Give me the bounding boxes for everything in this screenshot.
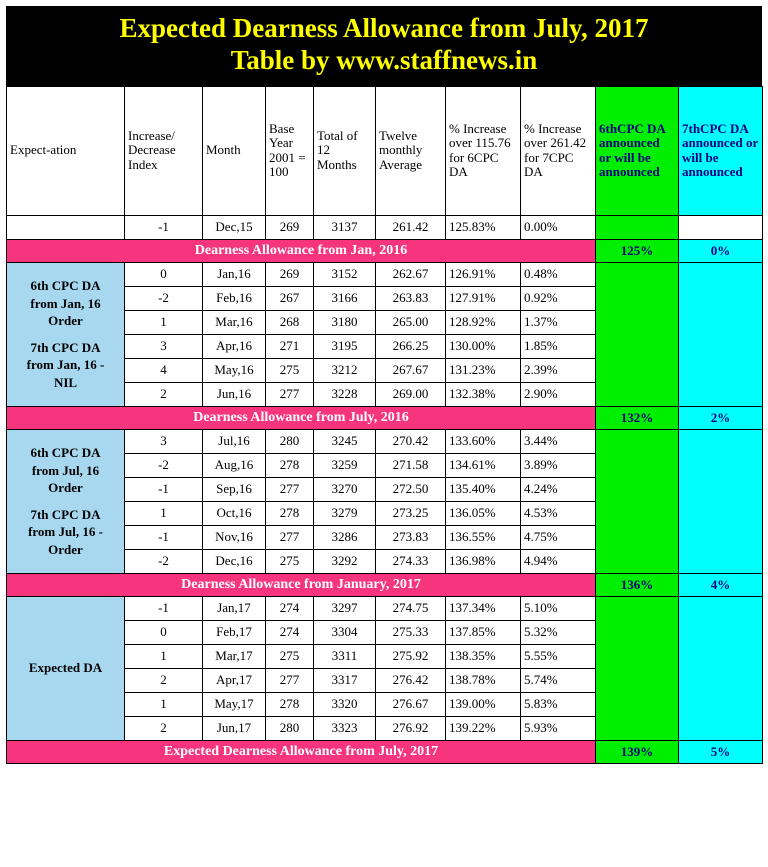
group-label-line: 7th CPC DA [30,339,101,355]
cell-index: 4 [125,358,203,382]
cell-total: 3279 [314,501,376,525]
cell-pct-7cpc: 4.94% [521,549,596,573]
title-line-1: Expected Dearness Allowance from July, 2017 [119,13,649,43]
banner-da-6cpc: 125% [596,239,679,262]
cell-total: 3311 [314,644,376,668]
cell-base-year: 274 [266,596,314,620]
cell-index: 3 [125,429,203,453]
cell-month: Jan,17 [203,596,266,620]
header-base-year: Base Year 2001 = 100 [266,86,314,215]
group-label-spacer [10,330,121,339]
cell-pct-6cpc: 134.61% [446,453,521,477]
cell-average: 272.50 [376,477,446,501]
banner-label: Dearness Allowance from Jan, 2016 [7,239,596,262]
cell-month: Feb,17 [203,620,266,644]
cell-da-7cpc [679,215,763,239]
group-label-line: Order [48,313,83,329]
cell-month: Oct,16 [203,501,266,525]
cell-average: 273.25 [376,501,446,525]
cell-month: Nov,16 [203,525,266,549]
cell-pct-6cpc: 132.38% [446,382,521,406]
group-label-line: from Jul, 16 - [28,524,103,540]
banner-da-7cpc: 4% [679,573,763,596]
cell-da-6cpc-merged [596,262,679,406]
cell-pct-6cpc: 128.92% [446,310,521,334]
cell-month: May,17 [203,692,266,716]
cell-da-7cpc-merged [679,429,763,573]
cell-pct-7cpc: 4.75% [521,525,596,549]
banner-da-6cpc: 132% [596,406,679,429]
table-row-base [7,215,763,239]
cell-pct-6cpc: 137.34% [446,596,521,620]
cell-average: 274.33 [376,549,446,573]
cell-month: Feb,16 [203,286,266,310]
cell-pct-7cpc: 0.00% [521,215,596,239]
cell-total: 3180 [314,310,376,334]
cell-base-year: 275 [266,549,314,573]
cell-pct-6cpc: 136.05% [446,501,521,525]
header-total: Total of 12 Months [314,86,376,215]
cell-index: 1 [125,501,203,525]
cell-average: 269.00 [376,382,446,406]
cell-average: 261.42 [376,215,446,239]
group-label-line: from Jul, 16 [31,462,100,478]
cell-total: 3137 [314,215,376,239]
cell-pct-6cpc: 130.00% [446,334,521,358]
cell-total: 3304 [314,620,376,644]
cell-index: 2 [125,716,203,740]
da-table [6,86,763,764]
header-pct-7cpc: % Increase over 261.42 for 7CPC DA [521,86,596,215]
cell-pct-6cpc: 137.85% [446,620,521,644]
cell-index: 1 [125,310,203,334]
banner-label: Dearness Allowance from July, 2016 [7,406,596,429]
cell-base-year: 274 [266,620,314,644]
cell-index: 0 [125,262,203,286]
cell-index: -1 [125,477,203,501]
header-expectation: Expect-ation [7,86,125,215]
cell-pct-7cpc: 2.39% [521,358,596,382]
cell-month: Apr,16 [203,334,266,358]
cell-index: 3 [125,334,203,358]
banner-da-7cpc: 0% [679,239,763,262]
cell-pct-6cpc: 139.22% [446,716,521,740]
cell-index: -1 [125,596,203,620]
cell-total: 3320 [314,692,376,716]
cell-pct-7cpc: 2.90% [521,382,596,406]
group-label-line: Expected DA [28,660,103,676]
cell-month: Mar,16 [203,310,266,334]
cell-pct-6cpc: 131.23% [446,358,521,382]
banner-row-july-2016 [7,406,763,429]
group-label-line: from Jan, 16 - [26,357,105,373]
cell-total: 3228 [314,382,376,406]
cell-pct-6cpc: 133.60% [446,429,521,453]
cell-month: Jan,16 [203,262,266,286]
cell-index: 1 [125,692,203,716]
cell-pct-7cpc: 5.55% [521,644,596,668]
page-title [6,6,762,86]
cell-pct-6cpc: 135.40% [446,477,521,501]
cell-da-6cpc-merged [596,596,679,740]
banner-row-july-2017 [7,740,763,763]
cell-index: -2 [125,549,203,573]
cell-index: 0 [125,620,203,644]
cell-base-year: 275 [266,358,314,382]
cell-total: 3195 [314,334,376,358]
header-da-6cpc: 6thCPC DA announced or will be announced [596,86,679,215]
cell-average: 265.00 [376,310,446,334]
banner-da-6cpc: 139% [596,740,679,763]
cell-index: -2 [125,453,203,477]
cell-average: 276.42 [376,668,446,692]
cell-pct-7cpc: 3.89% [521,453,596,477]
header-da-7cpc: 7thCPC DA announced or will be announced [679,86,763,215]
cell-base-year: 278 [266,501,314,525]
group-label-expected-da [7,596,125,740]
cell-average: 270.42 [376,429,446,453]
cell-total: 3317 [314,668,376,692]
cell-pct-7cpc: 5.83% [521,692,596,716]
header-index: Increase/ Decrease Index [125,86,203,215]
cell-pct-6cpc: 136.98% [446,549,521,573]
banner-row-january-2017 [7,573,763,596]
cell-expectation [7,215,125,239]
cell-month: Jun,16 [203,382,266,406]
cell-month: Dec,16 [203,549,266,573]
table-row [7,596,763,620]
group-label-line: Order [48,480,83,496]
cell-base-year: 269 [266,215,314,239]
group-label-line: NIL [53,374,78,390]
group-label-jul-2016 [7,429,125,573]
cell-average: 275.33 [376,620,446,644]
cell-base-year: 278 [266,453,314,477]
cell-month: Sep,16 [203,477,266,501]
cell-total: 3245 [314,429,376,453]
group-label-jan-2016 [7,262,125,406]
cell-total: 3286 [314,525,376,549]
group-label-line: from Jan, 16 [30,295,101,311]
cell-pct-7cpc: 0.48% [521,262,596,286]
banner-da-7cpc: 5% [679,740,763,763]
cell-average: 273.83 [376,525,446,549]
cell-pct-6cpc: 139.00% [446,692,521,716]
cell-pct-6cpc: 127.91% [446,286,521,310]
cell-da-7cpc-merged [679,596,763,740]
title-line-2: Table by www.staffnews.in [230,44,538,75]
table-row [7,262,763,286]
cell-base-year: 275 [266,644,314,668]
cell-month: Jul,16 [203,429,266,453]
group-label-line: 6th CPC DA [30,445,101,461]
group-label-spacer [10,497,121,506]
group-label-line: 7th CPC DA [30,506,101,522]
cell-average: 274.75 [376,596,446,620]
cell-base-year: 277 [266,382,314,406]
cell-pct-7cpc: 5.32% [521,620,596,644]
cell-pct-7cpc: 5.10% [521,596,596,620]
cell-pct-7cpc: 1.37% [521,310,596,334]
cell-average: 271.58 [376,453,446,477]
cell-month: Jun,17 [203,716,266,740]
cell-month: Mar,17 [203,644,266,668]
cell-base-year: 277 [266,477,314,501]
cell-total: 3166 [314,286,376,310]
cell-index: -2 [125,286,203,310]
header-month: Month [203,86,266,215]
cell-pct-6cpc: 136.55% [446,525,521,549]
cell-index: -1 [125,525,203,549]
cell-da-6cpc-merged [596,429,679,573]
cell-pct-7cpc: 4.24% [521,477,596,501]
cell-index: 1 [125,644,203,668]
cell-total: 3152 [314,262,376,286]
cell-index: -1 [125,215,203,239]
cell-month: Apr,17 [203,668,266,692]
cell-average: 267.67 [376,358,446,382]
cell-average: 276.92 [376,716,446,740]
header-average: Twelve monthly Average [376,86,446,215]
cell-base-year: 269 [266,262,314,286]
cell-month: May,16 [203,358,266,382]
cell-base-year: 277 [266,668,314,692]
cell-pct-6cpc: 126.91% [446,262,521,286]
cell-base-year: 280 [266,429,314,453]
cell-total: 3292 [314,549,376,573]
cell-base-year: 280 [266,716,314,740]
cell-da-7cpc-merged [679,262,763,406]
cell-base-year: 277 [266,525,314,549]
banner-label: Dearness Allowance from January, 2017 [7,573,596,596]
cell-average: 262.67 [376,262,446,286]
cell-base-year: 271 [266,334,314,358]
cell-base-year: 267 [266,286,314,310]
cell-average: 276.67 [376,692,446,716]
cell-pct-7cpc: 3.44% [521,429,596,453]
cell-average: 266.25 [376,334,446,358]
cell-pct-6cpc: 138.35% [446,644,521,668]
cell-total: 3270 [314,477,376,501]
cell-index: 2 [125,668,203,692]
cell-pct-6cpc: 138.78% [446,668,521,692]
cell-da-6cpc [596,215,679,239]
banner-da-7cpc: 2% [679,406,763,429]
cell-total: 3297 [314,596,376,620]
group-label-line: 6th CPC DA [30,278,101,294]
cell-pct-7cpc: 1.85% [521,334,596,358]
cell-average: 275.92 [376,644,446,668]
cell-pct-7cpc: 5.93% [521,716,596,740]
cell-pct-7cpc: 4.53% [521,501,596,525]
cell-average: 263.83 [376,286,446,310]
banner-label: Expected Dearness Allowance from July, 2017 [7,740,596,763]
cell-pct-7cpc: 5.74% [521,668,596,692]
header-pct-6cpc: % Increase over 115.76 for 6CPC DA [446,86,521,215]
table-row [7,429,763,453]
banner-row-jan-2016 [7,239,763,262]
group-label-line: Order [48,541,83,557]
cell-total: 3212 [314,358,376,382]
banner-da-6cpc: 136% [596,573,679,596]
cell-base-year: 268 [266,310,314,334]
cell-month: Dec,15 [203,215,266,239]
cell-index: 2 [125,382,203,406]
cell-month: Aug,16 [203,453,266,477]
cell-pct-7cpc: 0.92% [521,286,596,310]
cell-base-year: 278 [266,692,314,716]
cell-total: 3259 [314,453,376,477]
cell-total: 3323 [314,716,376,740]
cell-pct-6cpc: 125.83% [446,215,521,239]
table-header-row [7,86,763,215]
